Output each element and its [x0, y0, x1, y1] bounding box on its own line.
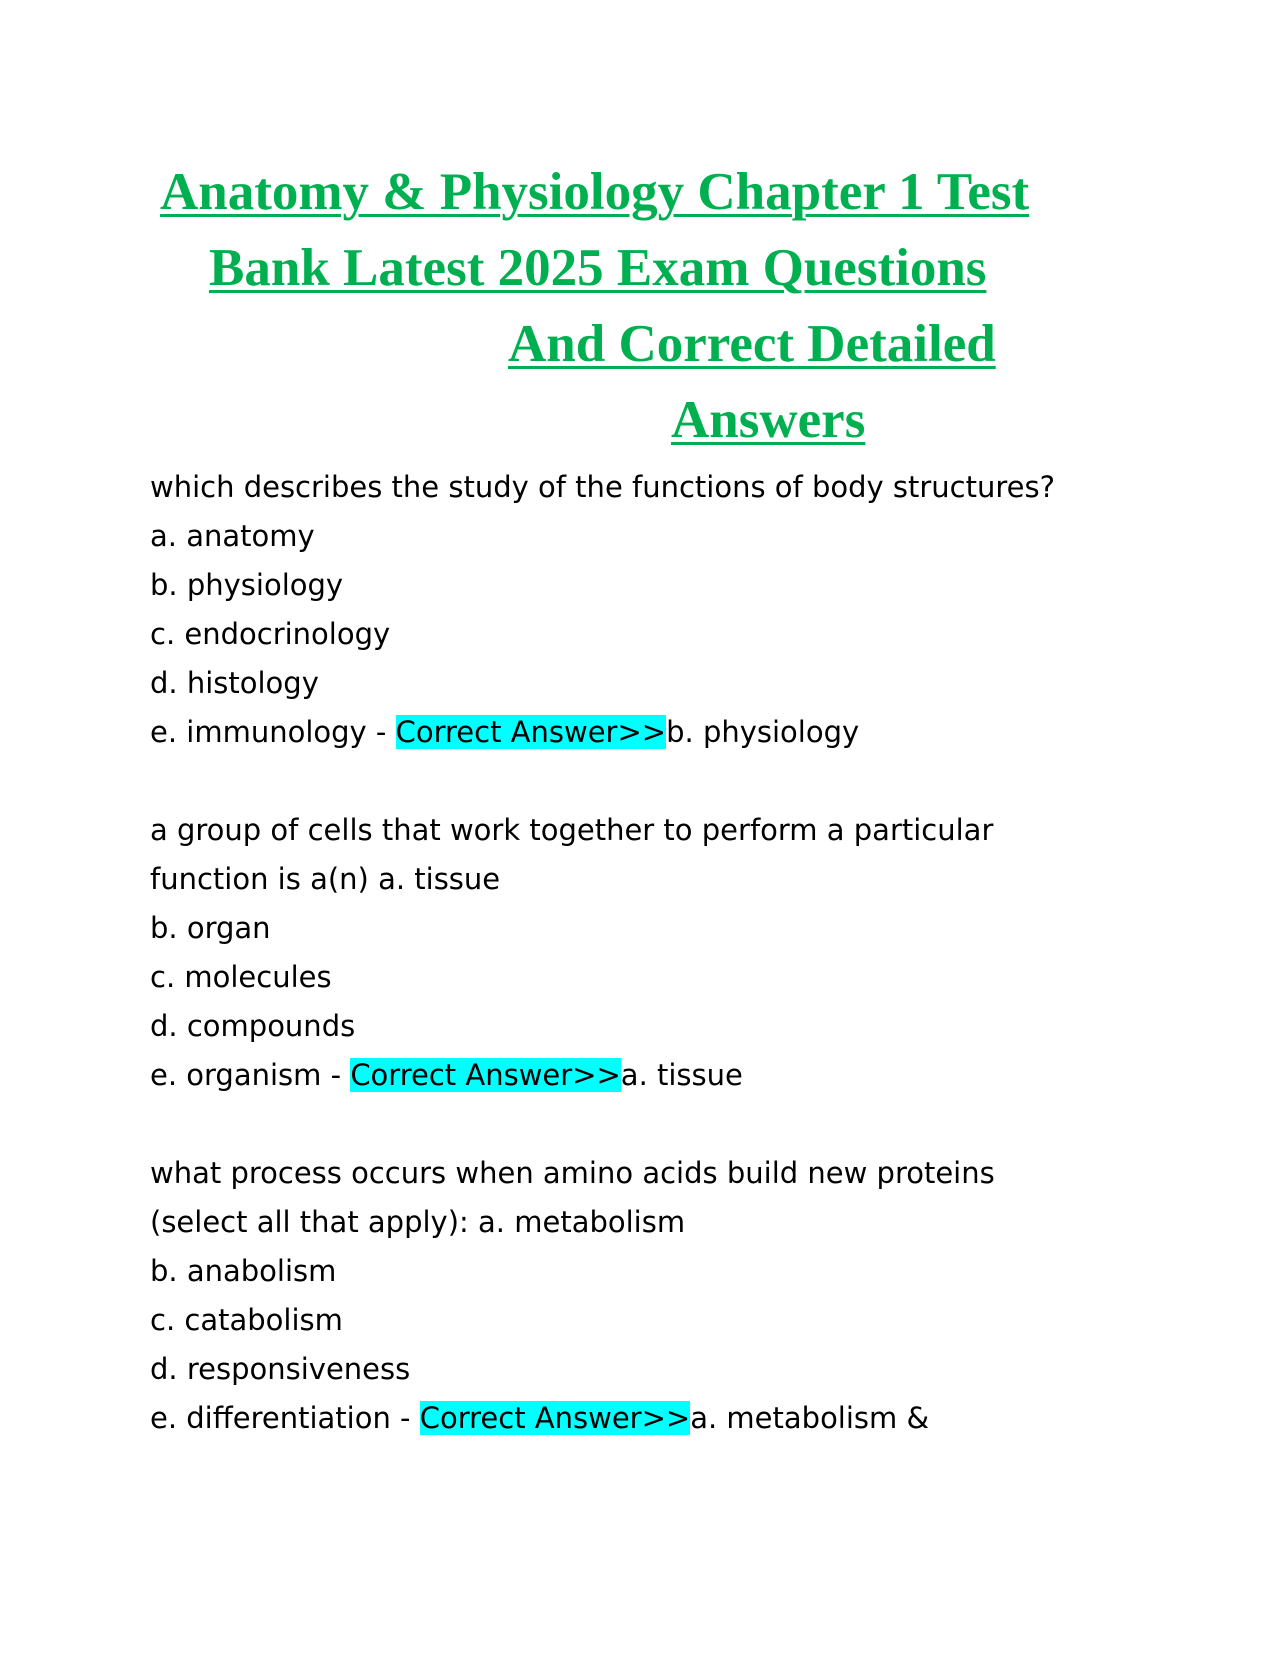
question-3-option-c: c. catabolism [150, 1303, 343, 1337]
title-line-3: And Correct Detailed [508, 315, 996, 373]
question-list [150, 463, 1150, 1443]
question-2-option-d: d. compounds [150, 1009, 356, 1043]
question-3-option-e: e. differentiation - [150, 1401, 420, 1435]
question-3-option-b: b. anabolism [150, 1254, 337, 1288]
question-1-option-e: e. immunology - [150, 715, 396, 749]
question-2-answer: a. tissue [620, 1058, 743, 1092]
question-3 [150, 1149, 1150, 1443]
question-2-stem-2: function is a(n) a. tissue [150, 862, 501, 896]
question-2-option-e-line [150, 1051, 1150, 1100]
question-2-option-c: c. molecules [150, 960, 332, 994]
question-1-stem: which describes the study of the functions of body structures? [150, 470, 1056, 504]
question-2 [150, 806, 1150, 1100]
question-2-option-b: b. organ [150, 911, 271, 945]
question-1-option-e-line [150, 708, 1150, 757]
question-3-option-d: d. responsiveness [150, 1352, 411, 1386]
question-1-option-a: a. anatomy [150, 519, 315, 553]
question-3-stem-2: (select all that apply): a. metabolism [150, 1205, 686, 1239]
spacer [150, 1100, 1150, 1149]
spacer [150, 757, 1150, 806]
question-1-option-b: b. physiology [150, 568, 344, 602]
question-2-option-e: e. organism - [150, 1058, 351, 1092]
question-1-answer-label: Correct Answer>> [395, 715, 667, 749]
question-2-stem-1: a group of cells that work together to perform a particular [150, 813, 994, 847]
question-1-option-c: c. endocrinology [150, 617, 391, 651]
question-1 [150, 463, 1150, 757]
question-1-answer: b. physiology [666, 715, 860, 749]
question-2-answer-label: Correct Answer>> [350, 1058, 621, 1092]
title-line-4: Answers [671, 391, 866, 449]
question-3-option-e-line [150, 1394, 1150, 1443]
title-line-2: Bank Latest 2025 Exam Questions [209, 239, 987, 297]
question-3-stem-1: what process occurs when amino acids build new proteins [150, 1156, 995, 1190]
question-1-option-d: d. histology [150, 666, 319, 700]
question-3-answer-label: Correct Answer>> [419, 1401, 691, 1435]
title-line-1: Anatomy & Physiology Chapter 1 Test [160, 163, 1030, 221]
question-3-answer: a. metabolism & [690, 1401, 930, 1435]
